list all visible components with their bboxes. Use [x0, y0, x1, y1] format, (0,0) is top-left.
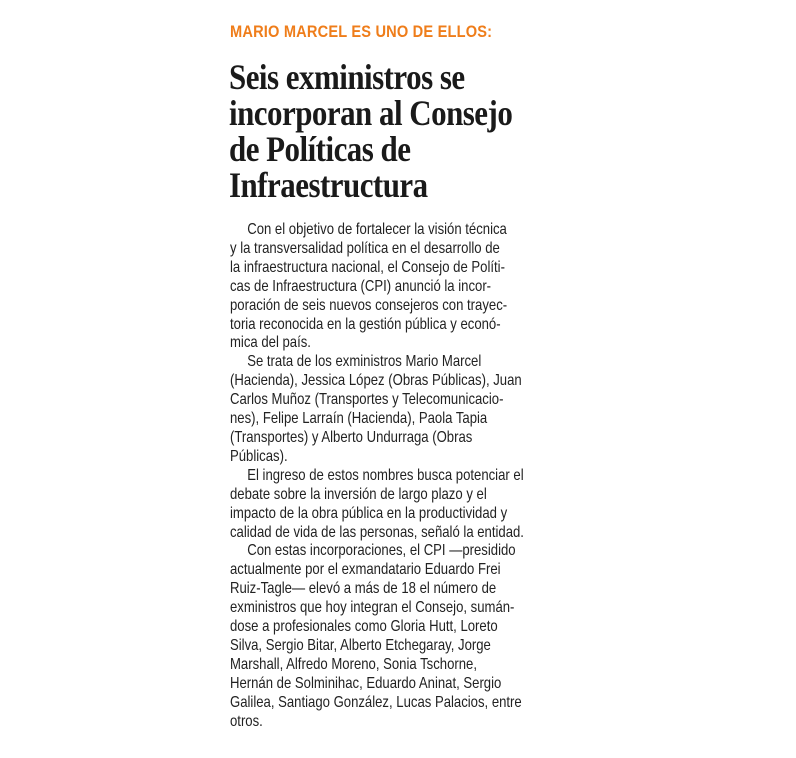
article-body: [230, 221, 575, 731]
body-line: impacto de la obra pública en la productividad y: [230, 504, 508, 522]
body-line: Carlos Muñoz (Transportes y Telecomunicacio-: [230, 391, 504, 409]
body-line: otros.: [230, 712, 263, 730]
article-headline: [229, 59, 609, 203]
body-line: exministros que hoy integran el Consejo, sumán-: [230, 599, 515, 617]
body-line: Se trata de los exministros Mario Marcel: [247, 353, 482, 371]
body-line: y la transversalidad política en el desarrollo de: [230, 239, 500, 257]
headline-line: Infraestructura: [229, 165, 428, 205]
body-line: Hernán de Solminihac, Eduardo Aninat, Sergio: [230, 674, 502, 692]
body-line: Con estas incorporaciones, el CPI —presidido: [247, 542, 516, 560]
body-line: (Transportes) y Alberto Undurraga (Obras: [230, 428, 473, 446]
body-line: Galilea, Santiago González, Lucas Palacios, entre: [230, 693, 522, 711]
body-line: poración de seis nuevos consejeros con trayec-: [230, 296, 508, 314]
body-line: toria reconocida en la gestión pública y econó-: [230, 315, 501, 333]
body-line: dose a profesionales como Gloria Hutt, Loreto: [230, 618, 498, 636]
body-line: la infraestructura nacional, el Consejo de Políti-: [230, 258, 505, 276]
body-line: actualmente por el exmandatario Eduardo Frei: [230, 561, 501, 579]
body-line: Ruiz-Tagle— elevó a más de 18 el número de: [230, 580, 497, 598]
headline-line: incorporan al Consejo: [229, 93, 513, 133]
body-line: nes), Felipe Larraín (Hacienda), Paola Tapia: [230, 410, 488, 428]
body-line: mica del país.: [230, 334, 311, 352]
body-line: El ingreso de estos nombres busca potenciar el: [247, 466, 524, 484]
body-line: Con el objetivo de fortalecer la visión técnica: [247, 221, 507, 238]
body-line: (Hacienda), Jessica López (Obras Públicas), Juan: [230, 372, 522, 390]
body-line: calidad de vida de las personas, señaló la entidad.: [230, 523, 524, 541]
body-line: cas de Infraestructura (CPI) anunció la incor-: [230, 277, 492, 295]
headline-line: Seis exministros se: [229, 57, 465, 97]
body-line: Marshall, Alfredo Moreno, Sonia Tschorne,: [230, 655, 477, 673]
body-line: Silva, Sergio Bitar, Alberto Etchegaray, Jorge: [230, 636, 491, 654]
body-line: debate sobre la inversión de largo plazo y el: [230, 485, 487, 503]
headline-line: de Políticas de: [229, 129, 411, 169]
article-kicker: MARIO MARCEL ES UNO DE ELLOS:: [230, 22, 493, 41]
body-line: Públicas).: [230, 447, 288, 465]
